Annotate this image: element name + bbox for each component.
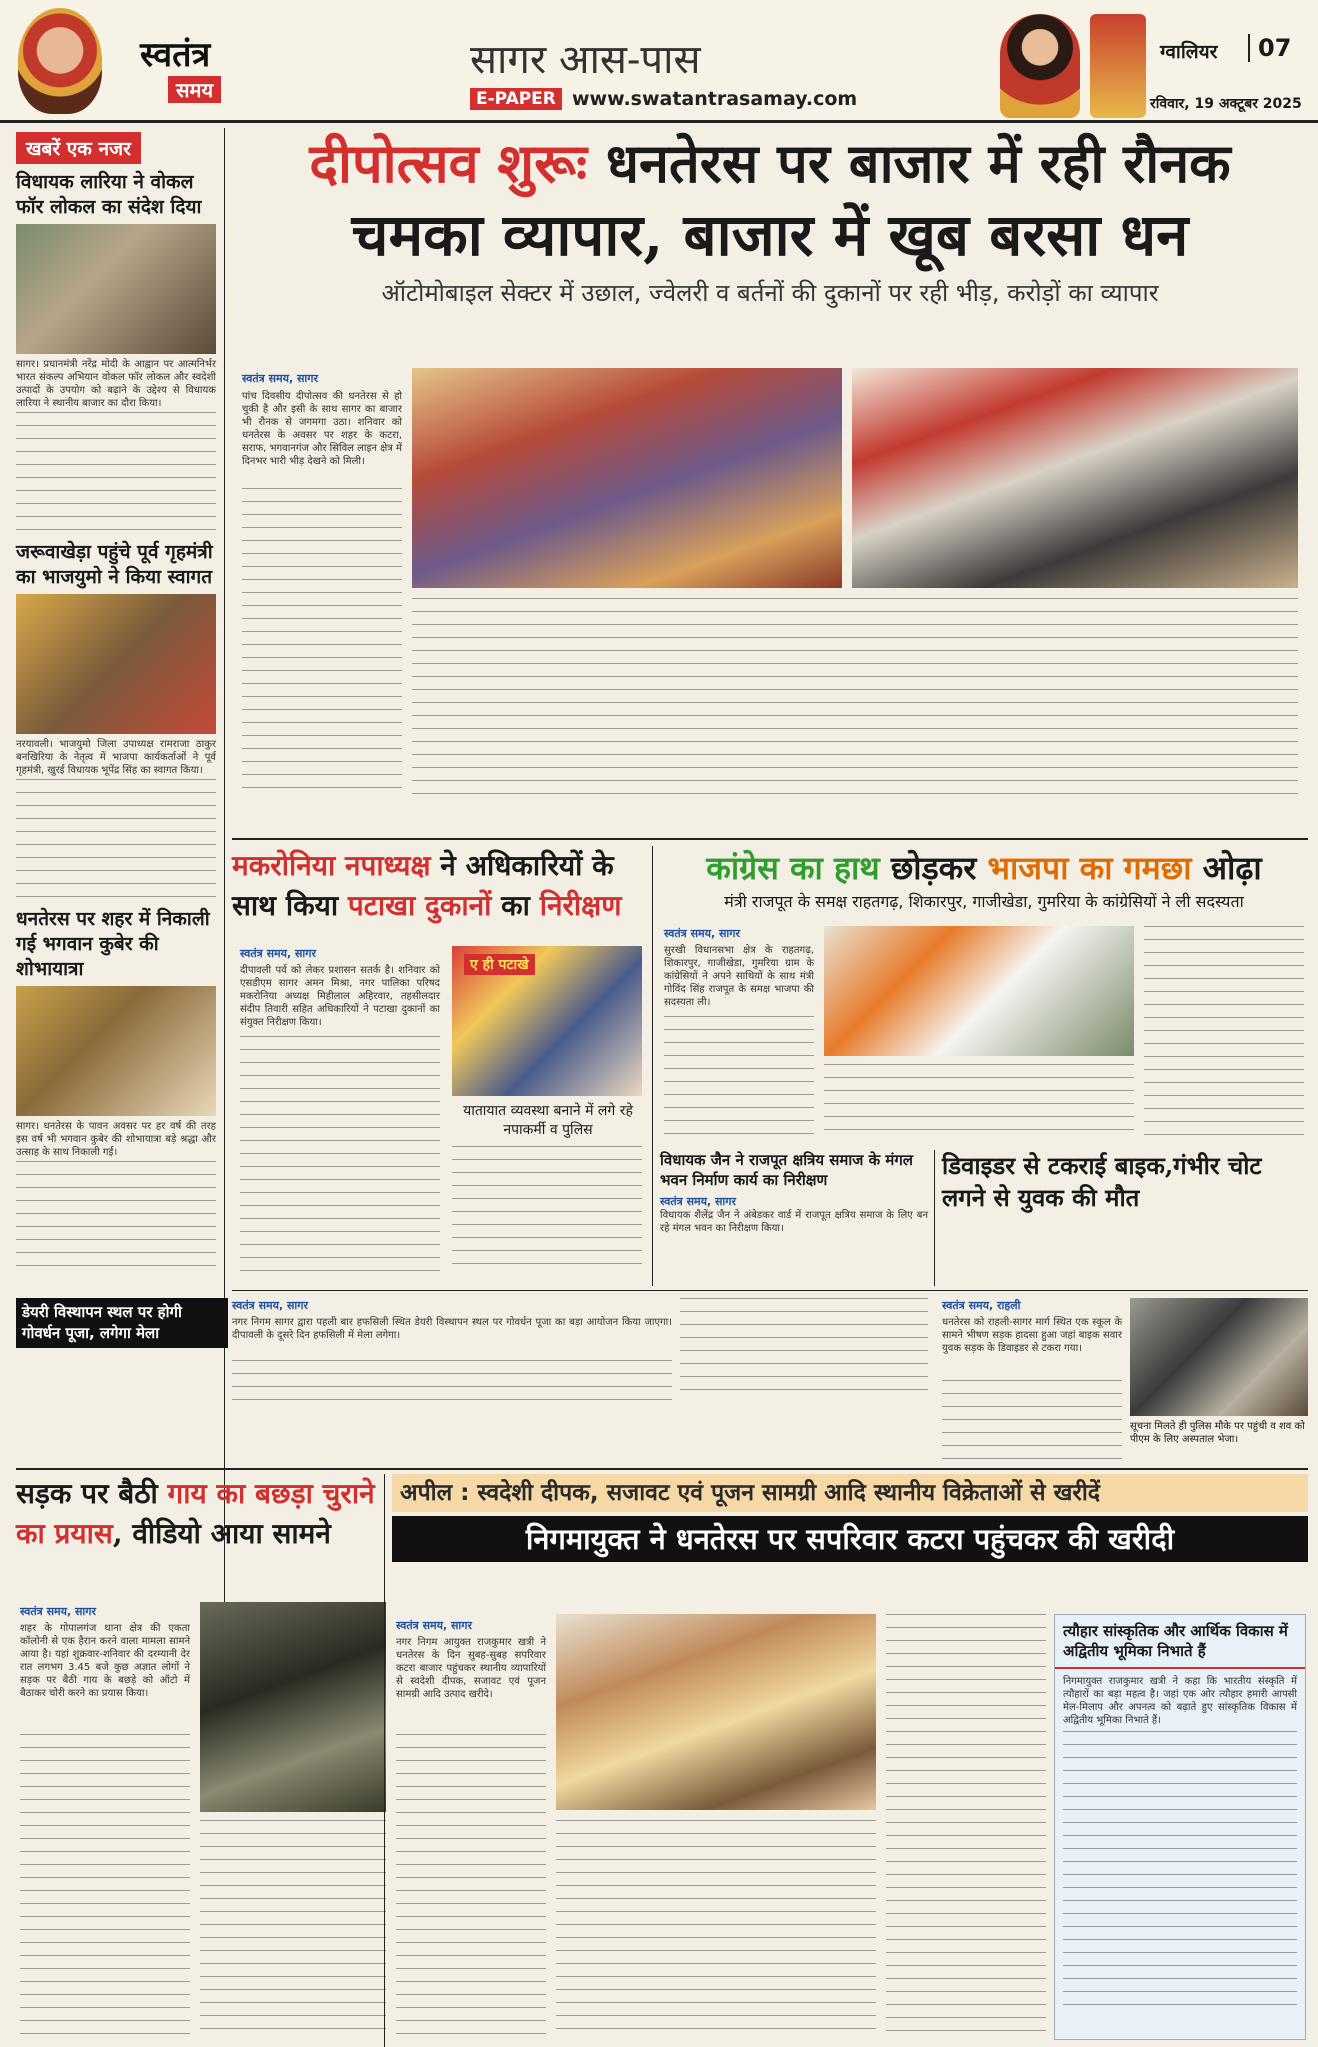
calf-body: शहर के गोपालगंज थाना क्षेत्र की एकता कॉलोनी से एक हैरान करने वाला मामला सामने आया है। यहां शुक्रवार-शनिवार की दरम्यानी देर रात लगभग 3.45 बजे कुछ अज्ञात लोगों ने सड़क पर बैठी गाय के बछड़े को ऑटो में बैठाकर चोरी करने का प्रयास किया।	[20, 1623, 190, 1699]
festival-box-continuation	[1063, 1731, 1297, 2011]
festival-box-body: निगमायुक्त राजकुमार खत्री ने कहा कि भारतीय संस्कृति में त्यौहारों का बड़ा महत्व है। जहां एक ओर त्यौहार हमारी आपसी मेल-मिलाप और अपनत्व को बढ़ाते हुए सांस्कृतिक विकास में अद्वितीय भूमिका निभाते हैं।	[1063, 1676, 1297, 1726]
mangal-bhavan-body-continuation	[680, 1298, 928, 1400]
congress-body-column-2	[824, 1064, 1134, 1136]
congress-body-continuation	[664, 1016, 814, 1136]
shopping-photo	[556, 1614, 876, 1810]
lead-kicker: दीपोत्सव शुरूः	[309, 131, 588, 195]
lead-byline: स्वतंत्र समय, सागर	[242, 372, 318, 385]
mangal-bhavan-story	[660, 1150, 928, 1286]
sidebar-header: खबरें एक नजर	[16, 132, 141, 164]
accident-headline: डिवाइडर से टकराई बाइक,गंभीर चोट लगने से युवक की मौत	[942, 1151, 1262, 1212]
crowd-market-photo	[412, 368, 842, 588]
cctv-photo	[200, 1602, 386, 1812]
brief-title: विधायक लारिया ने वोकल फॉर लोकल का संदेश दिया	[16, 171, 202, 218]
calf-headline-part: गाय का बछड़ा चुराने	[167, 1477, 375, 1510]
horizontal-divider	[232, 1290, 1308, 1291]
accident-byline: स्वतंत्र समय, राहली	[942, 1299, 1021, 1312]
commissioner-body-column-3	[886, 1614, 1046, 2034]
column-divider	[652, 846, 653, 1286]
inspection-body-column-2	[452, 1146, 642, 1276]
accident-photo	[1130, 1298, 1308, 1416]
congress-photo	[824, 926, 1134, 1056]
column-divider	[224, 128, 225, 1678]
congress-headline	[660, 846, 1308, 890]
congress-headline-part: कांग्रेस का हाथ	[706, 849, 880, 887]
brief-story-2	[16, 540, 216, 899]
congress-story	[660, 846, 1308, 1146]
inspection-headline-part: ने अधिकारियों के साथ किया	[232, 849, 614, 922]
inspection-byline: स्वतंत्र समय, सागर	[240, 947, 316, 960]
calf-byline: स्वतंत्र समय, सागर	[20, 1605, 96, 1618]
inspection-headline-part: मकरोनिया नपाध्यक्ष	[232, 849, 431, 882]
lead-body: पांच दिवसीय दीपोत्सव की धनतेरस से हो चुकी है और इसी के साथ सागर का बाजार भी रौनक से जगमगा उठा। शनिवार को धनतेरस के अवसर पर शहर के कटरा, सराफ, भगवानगंज और सिविल लाइन क्षेत्र में दिनभर भारी भीड़ देखने को मिली।	[242, 391, 402, 467]
column-divider	[384, 1474, 385, 2047]
brief-text: सागर। धनतेरस के पावन अवसर पर हर वर्ष की तरह इस वर्ष भी भगवान कुबेर की शोभायात्रा बड़े श्रद्धा और उत्साह के साथ निकाली गई।	[16, 1121, 216, 1158]
lead-subhead: ऑटोमोबाइल सेक्टर में उछाल, ज्वेलरी व बर्तनों की दुकानों पर रही भीड़, करोड़ों का व्यापार	[381, 279, 1159, 307]
congress-body: सुरखी विधानसभा क्षेत्र के राहतगढ़, शिकारपुर, गाजीखेडा, गुमरिया ग्राम के कांग्रेसियों ने अपने साथियों के साथ मंत्री गोविंद सिंह राजपूत के समक्ष भाजपा की सदस्यता ली।	[664, 945, 814, 1008]
brief-text-continuation	[16, 1161, 216, 1271]
commissioner-story	[392, 1474, 1308, 2047]
goddess-illustration	[18, 8, 102, 114]
model-illustration	[1000, 14, 1080, 118]
congress-body-column-3	[1144, 926, 1304, 1136]
dairy-byline: स्वतंत्र समय, सागर	[232, 1299, 308, 1312]
inspection-body-continuation	[240, 1036, 440, 1276]
appeal-banner: अपील : स्वदेशी दीपक, सजावट एवं पूजन सामग्री आदि स्थानीय विक्रेताओं से खरीदें	[392, 1474, 1308, 1512]
brief-photo	[16, 594, 216, 734]
congress-subhead: मंत्री राजपूत के समक्ष राहतगढ़, शिकारपुर, गाजीखेडा, गुमरिया के कांग्रेसियों ने ली सदस्यता	[724, 892, 1244, 911]
brief-text-continuation	[16, 779, 216, 899]
horizontal-divider	[16, 1468, 1308, 1470]
masthead	[0, 0, 1318, 123]
brief-photo	[16, 986, 216, 1116]
congress-headline-part: भाजपा का गमछा	[987, 849, 1192, 887]
dairy-body: नगर निगम सागर द्वारा पहली बार हफसिली स्थित डेयरी विस्थापन स्थल पर गोवर्धन पूजा का बड़ा आयोजन किया जाएगा। दीपावली के दूसरे दिन हफसिली में मेला लगेगा।	[232, 1317, 672, 1341]
inspection-story	[232, 846, 646, 1286]
news-brief-sidebar	[16, 132, 216, 1677]
commissioner-body-continuation	[396, 1734, 546, 2034]
dairy-headline: डेयरी विस्थापन स्थल पर होगी गोवर्धन पूजा, लगेगा मेला	[16, 1298, 228, 1348]
lead-headline-1: धनतेरस पर बाजार में रही रौनक	[605, 131, 1231, 195]
lead-body-columns	[412, 598, 1298, 798]
accident-body: धनतेरस को राहली-सागर मार्ग स्थित एक स्कूल के सामने भीषण सड़क हादसा हुआ जहां बाइक सवार युवक सड़क के डिवाइडर से टकरा गया।	[942, 1317, 1122, 1354]
commissioner-body-column-2	[556, 1820, 876, 2034]
logo-text: स्वतंत्र	[140, 35, 211, 75]
mangal-bhavan-body: विधायक शैलेंद्र जैन ने अंबेडकर वार्ड में राजपूत क्षत्रिय समाज के लिए बन रहे मंगल भवन का निरीक्षण किया।	[660, 1210, 928, 1234]
brief-photo	[16, 224, 216, 354]
logo[interactable]	[140, 30, 290, 108]
festival-box	[1054, 1614, 1306, 2040]
showroom-photo	[852, 368, 1298, 588]
commissioner-headline: निगमायुक्त ने धनतेरस पर सपरिवार कटरा पहुंचकर की खरीदी	[392, 1516, 1308, 1562]
photo-shop-sign: ए ही पटाखे	[464, 954, 535, 975]
congress-headline-part: छोड़कर	[879, 849, 988, 887]
lead-headline-2: चमका व्यापार, बाजार में खूब बरसा धन	[351, 201, 1189, 269]
brief-story-1	[16, 170, 216, 532]
inspection-photo-caption: यातायात व्यवस्था बनाने में लगे रहे नपाकर्मी व पुलिस	[463, 1103, 633, 1138]
brief-title: जरूवाखेड़ा पहुंचे पूर्व गृहमंत्री का भाजयुमो ने किया स्वागत	[16, 541, 213, 588]
festival-box-title: त्यौहार सांस्कृतिक और आर्थिक विकास में अद्वितीय भूमिका निभाते हैं	[1055, 1615, 1305, 1669]
calf-headline	[16, 1474, 388, 1554]
inspection-headline	[232, 846, 646, 926]
commissioner-body: नगर निगम आयुक्त राजकुमार खत्री ने धनतेरस के दिन सुबह-सुबह सपरिवार कटरा बाजार पहुंचकर स्थानीय व्यापारियों से स्वदेशी दीपक, सजावट एवं पूजन सामग्री आदि उत्पाद खरीदे।	[396, 1637, 546, 1700]
lead-headline-line-1	[232, 128, 1308, 198]
inspection-headline-part: पटाखा दुकानों	[347, 889, 492, 922]
congress-headline-part: ओढ़ा	[1191, 849, 1262, 887]
lead-story	[232, 128, 1308, 838]
logo-badge: समय	[168, 76, 221, 103]
column-divider	[934, 1150, 935, 1286]
calf-story	[16, 1474, 388, 2047]
inspection-headline-part: का	[491, 889, 540, 922]
lead-body-continuation	[242, 488, 402, 798]
dairy-body-continuation	[232, 1360, 672, 1400]
section-title: सागर आस-पास	[470, 37, 701, 83]
calf-headline-part: सड़क पर बैठी	[16, 1477, 168, 1510]
inspection-headline-part: निरीक्षण	[539, 889, 622, 922]
brief-text-continuation	[16, 412, 216, 532]
brief-text: सागर। प्रधानमंत्री नरेंद्र मोदी के आह्वान पर आत्मनिर्भर भारत संकल्प अभियान वोकल फॉर लोकल और स्वदेशी उत्पादों के उपयोग को बढ़ाने के उद्देश्य से विधायक लारिया ने स्थानीय बाजार का दौरा किया।	[16, 359, 216, 409]
calf-headline-part: , वीडियो आया सामने	[112, 1517, 331, 1550]
page-number: 07	[1248, 34, 1291, 62]
brief-title: धनतेरस पर शहर में निकाली गई भगवान कुबेर की शोभायात्रा	[16, 908, 210, 980]
brief-text: नरयावली। भाजयुमो जिला उपाध्यक्ष रामराजा ठाकुर बनखिरिया के नेतृत्व में भाजपा कार्यकर्ताओं ने पूर्व गृहमंत्री, खुरई विधायक भूपेंद्र सिंह का स्वागत किया।	[16, 739, 216, 776]
calf-body-continuation	[20, 1734, 190, 2034]
mangal-bhavan-headline: विधायक जैन ने राजपूत क्षत्रिय समाज के मंगल भवन निर्माण कार्य का निरीक्षण	[660, 1151, 913, 1189]
brief-story-3	[16, 907, 216, 1271]
site-url[interactable]: www.swatantrasamay.com	[572, 88, 858, 110]
accident-story	[942, 1150, 1308, 1286]
epaper-badge: E-PAPER	[470, 88, 562, 110]
congress-byline: स्वतंत्र समय, सागर	[664, 927, 740, 940]
accident-body-continuation	[942, 1380, 1122, 1460]
mangal-bhavan-byline: स्वतंत्र समय, सागर	[660, 1195, 736, 1208]
decor-panel	[1090, 14, 1146, 118]
commissioner-byline: स्वतंत्र समय, सागर	[396, 1619, 472, 1632]
calf-headline-part: का प्रयास	[16, 1517, 113, 1550]
inspection-body: दीपावली पर्व को लेकर प्रशासन सतर्क है। शनिवार को एसडीएम सागर अमन मिश्रा, नगर पालिका परिषद मकरोनिया अध्यक्ष मिहीलाल अहिरवार, तहसीलदार संदीप तिवारी सहित अधिकारियों ने पटाखा दुकानों का संयुक्त निरीक्षण किया।	[240, 965, 440, 1028]
horizontal-divider	[232, 838, 1308, 840]
edition-city: ग्वालियर	[1160, 41, 1218, 63]
accident-photo-caption: सूचना मिलते ही पुलिस मौके पर पहुंची व शव को पीएम के लिए अस्पताल भेजा।	[1130, 1421, 1305, 1445]
calf-body-column-2	[200, 1820, 386, 2034]
issue-date: रविवार, 19 अक्टूबर 2025	[1150, 96, 1302, 112]
